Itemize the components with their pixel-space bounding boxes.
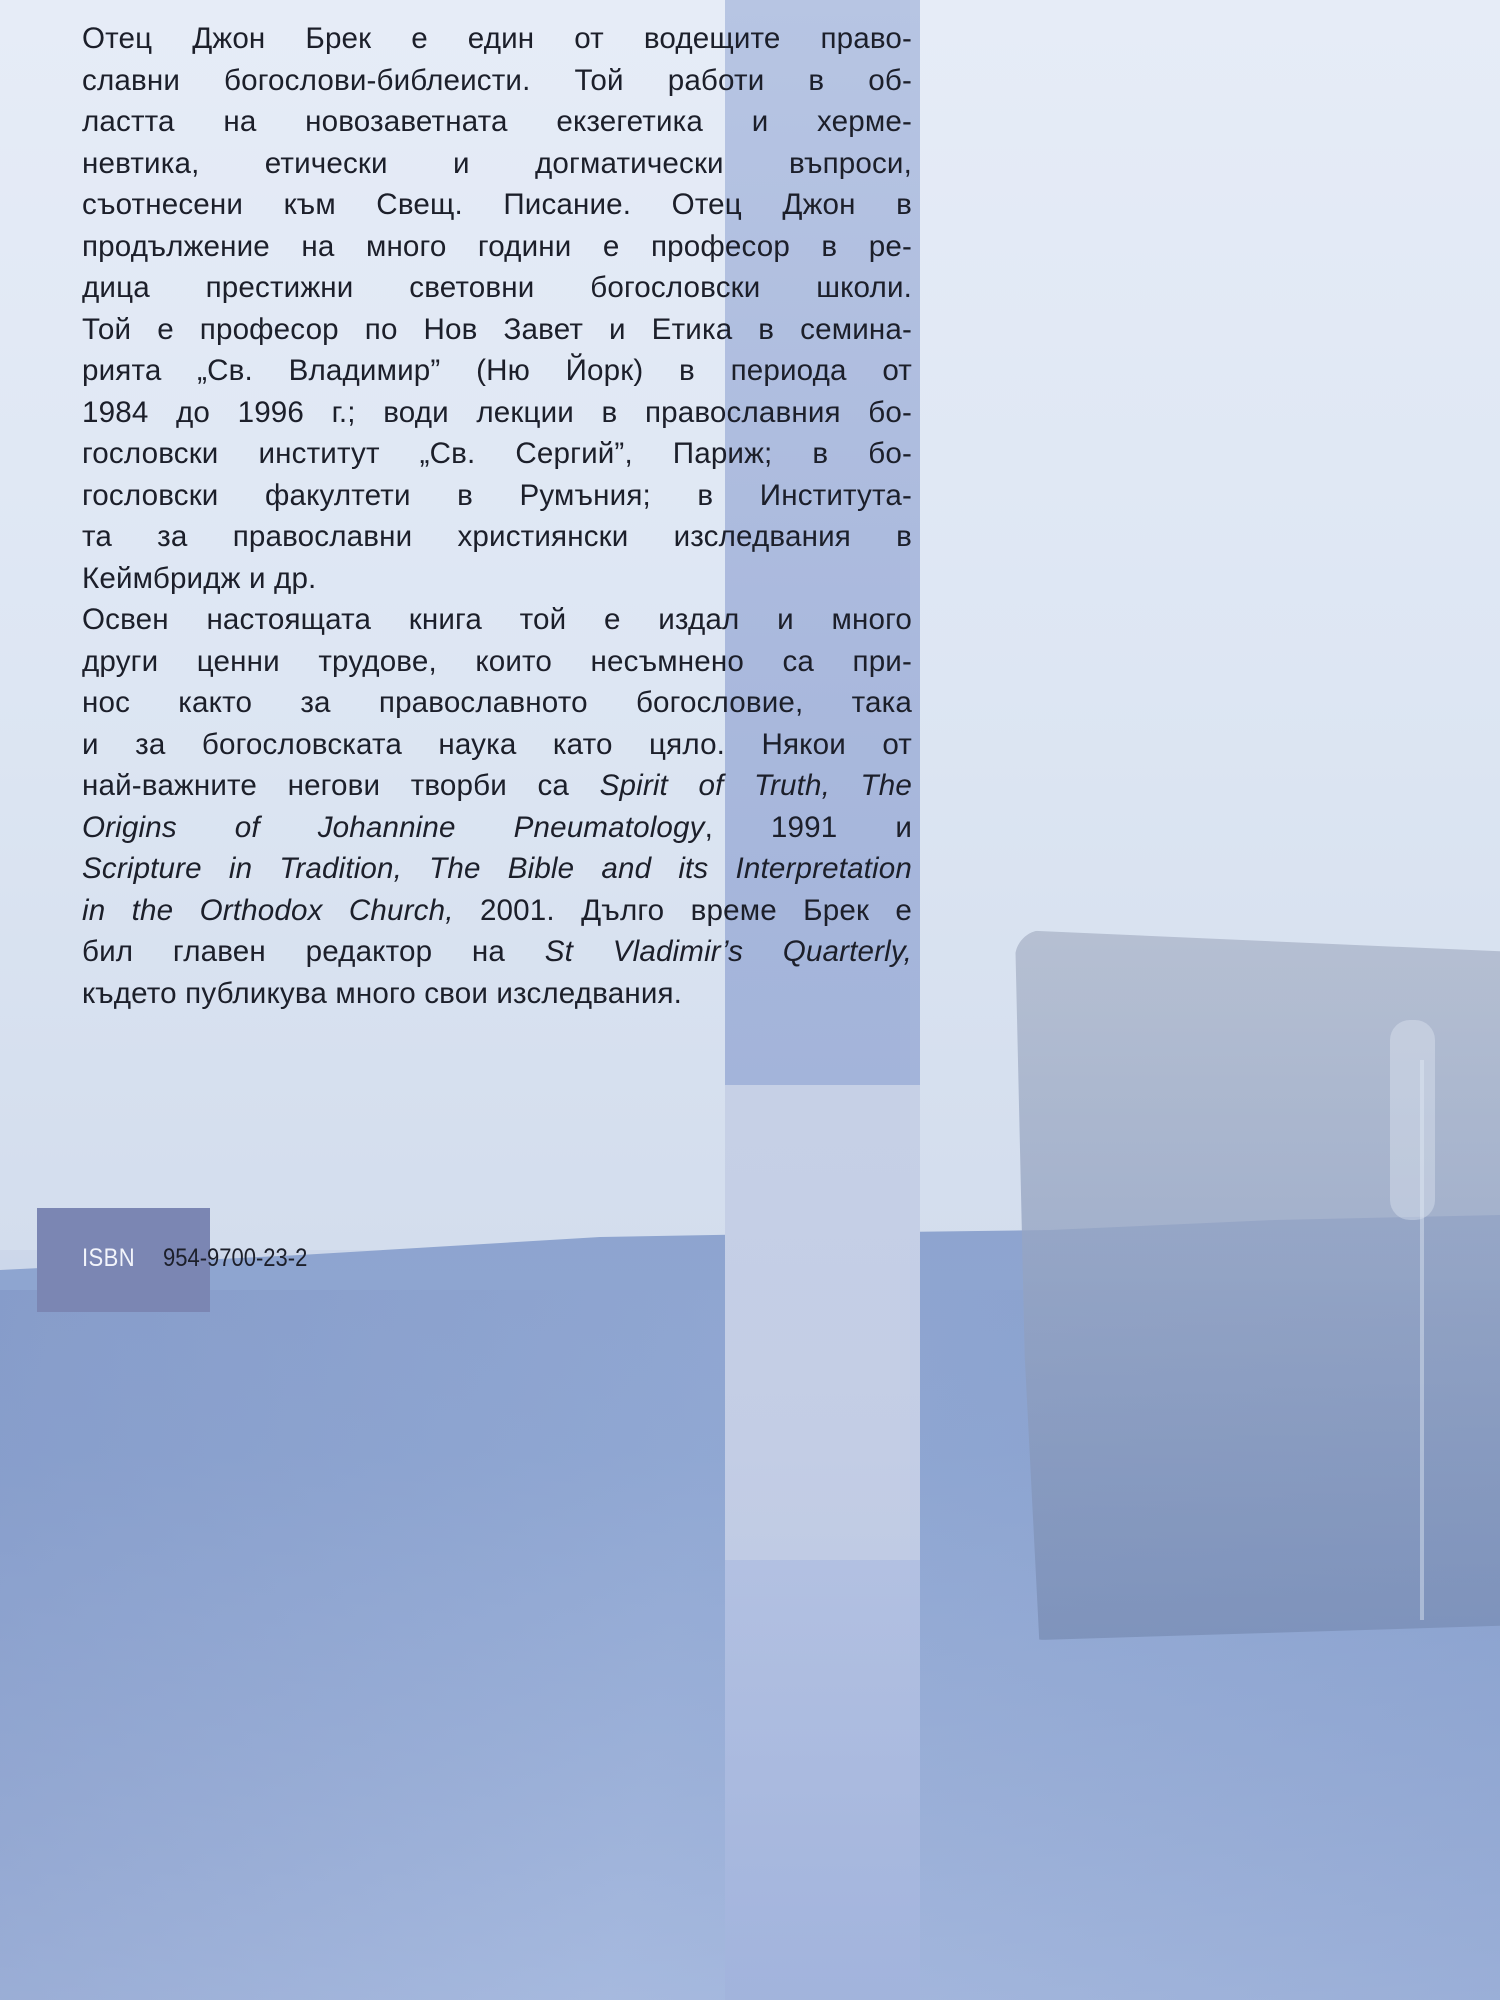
paragraph-works (82, 599, 912, 1014)
text-line: гословски институт „Св. Сергий”, Париж; в бо- (82, 437, 912, 470)
journal-title: St Vladimir’s Quarterly, (544, 935, 912, 968)
book-title: Scripture in Tradition, The Bible and its Interpretation (82, 852, 912, 885)
text-line: където публикува много свои изследвания. (82, 976, 683, 1010)
text-line: рията „Св. Владимир” (Ню Йорк) в периода от (82, 354, 912, 387)
text-run: , 1991 и (704, 810, 913, 844)
book-title: Spirit of Truth, The (599, 769, 912, 802)
text-line: невтика, етически и догматически въпроси, (82, 146, 912, 180)
text-line (82, 890, 912, 932)
text-line: и за богословската наука като цяло. Някои от (82, 727, 912, 761)
text-line (82, 848, 912, 890)
text-line: 1984 до 1996 г.; води лекции в православния бо- (82, 395, 912, 429)
isbn-number: 954-9700-23-2 (163, 1244, 308, 1272)
text-line: ластта на новозаветната екзегетика и херме- (82, 105, 912, 138)
text-line: други ценни трудове, които несъмнено са при- (82, 644, 912, 678)
paragraph-author-bio (82, 18, 912, 599)
book-title: Origins of Johannine Pneumatology (82, 810, 705, 844)
text-line: нос както за православното богословие, така (82, 686, 912, 719)
text-line (82, 931, 912, 973)
text-line: продължение на много години е професор в ре- (82, 229, 912, 263)
author-description (82, 18, 912, 1014)
decorative-panel-line (1420, 1060, 1424, 1620)
text-run: бил главен редактор на (82, 935, 545, 968)
isbn-label: ISBN (82, 1244, 136, 1272)
text-line: гословски факултети в Румъния; в Института- (82, 478, 912, 512)
text-line: съотнесени към Свещ. Писание. Отец Джон в (82, 188, 912, 221)
text-run: най-важните негови творби са (82, 769, 600, 802)
vertical-band-bottom-shade (725, 1560, 920, 2000)
text-line: дица престижни световни богословски школи. (82, 271, 912, 304)
text-line: Той е професор по Нов Завет и Етика в семина- (82, 312, 912, 346)
text-line: та за православни християнски изследвания в (82, 520, 912, 553)
decorative-panel-highlight (1390, 1020, 1435, 1220)
text-line: Отец Джон Брек е един от водещите право- (82, 22, 912, 55)
text-line (82, 807, 912, 849)
text-line: Кеймбридж и др. (82, 561, 317, 595)
book-title: in the Orthodox Church, (82, 893, 454, 927)
text-line (82, 765, 912, 807)
text-line: славни богослови-библеисти. Той работи в об- (82, 63, 912, 97)
text-line: Освен настоящата книга той е издал и много (82, 603, 912, 636)
text-run: 2001. Дълго време Брек е (453, 893, 913, 927)
